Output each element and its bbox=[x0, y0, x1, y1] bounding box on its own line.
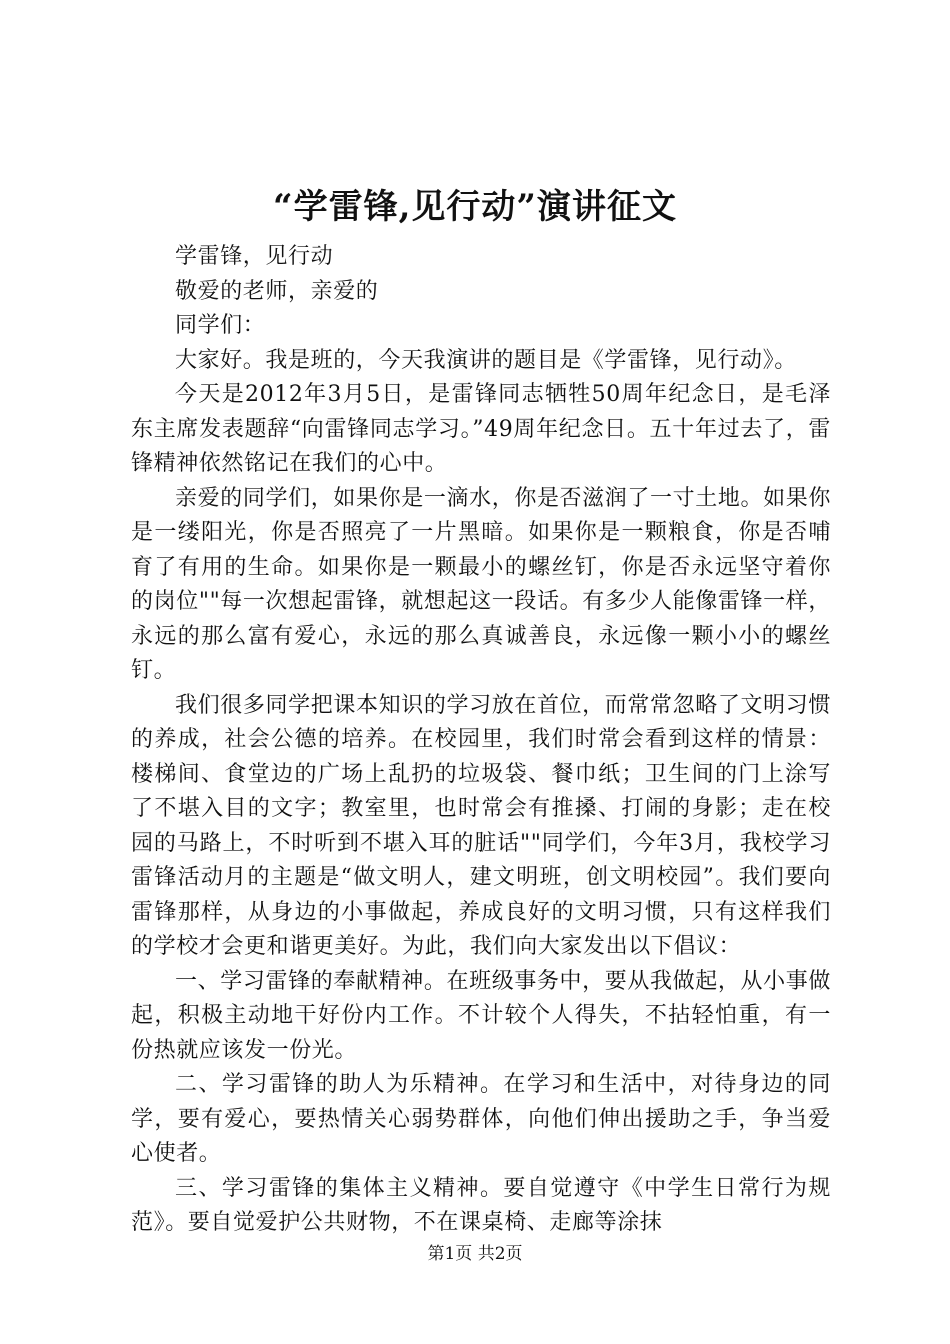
paragraph-subtitle: 学雷锋，见行动 bbox=[175, 244, 334, 269]
paragraph-campus: 我们很多同学把课本知识的学习放在首位，而常常忽略了文明习惯的养成，社会公德的培养。在校园里，我们时常会看到这样的情景：楼梯间、食堂边的广场上乱扔的垃圾袋、餐巾纸；卫生间的门上涂写了不堪入目的文字；教室里，也时常会有推搡、打闹的身影；走在校园的马路上，不时听到不堪入耳的脏话""同学们，今年3月，我校学习雷锋活动月的主题是“做文明人，建文明班，创文明校园”。我们要向雷锋那样，从身边的小事做起，养成良好的文明习惯，只有这样我们的学校才会更和谐更美好。为此，我们向大家发出以下倡议： bbox=[131, 692, 831, 959]
paragraph-intro: 大家好。我是班的，今天我演讲的题目是《学雷锋，见行动》。 bbox=[175, 347, 797, 373]
paragraph-proposal-2: 二、学习雷锋的助人为乐精神。在学习和生活中，对待身边的同学，要有爱心，要热情关心弱势群体，向他们伸出援助之手，争当爱心使者。 bbox=[131, 1072, 831, 1166]
paragraph-reflection: 亲爱的同学们，如果你是一滴水，你是否滋润了一寸土地。如果你是一缕阳光，你是否照亮了一片黑暗。如果你是一颗粮食，你是否哺育了有用的生命。如果你是一颗最小的螺丝钉，你是否永远坚守着你的岗位""每一次想起雷锋，就想起这一段话。有多少人能像雷锋一样，永远的那么富有爱心，永远的那么真诚善良，永远像一颗小小的螺丝钉。 bbox=[131, 485, 831, 683]
paragraph-anniversary: 今天是2012年3月5日，是雷锋同志牺牲50周年纪念日，是毛泽东主席发表题辞“向雷锋同志学习。”49周年纪念日。五十年过去了，雷锋精神依然铭记在我们的心中。 bbox=[131, 382, 831, 476]
paragraph-proposal-3: 三、学习雷锋的集体主义精神。要自觉遵守《中学生日常行为规范》。要自觉爱护公共财物，不在课桌椅、走廊等涂抹 bbox=[131, 1175, 831, 1235]
paragraph-greeting: 敬爱的老师，亲爱的 bbox=[175, 278, 379, 304]
paragraph-greeting-students: 同学们： bbox=[175, 313, 266, 338]
document-body bbox=[131, 240, 831, 1241]
page-number-footer: 第1页 共2页 bbox=[427, 1244, 523, 1264]
paragraph-proposal-1: 一、学习雷锋的奉献精神。在班级事务中，要从我做起，从小事做起，积极主动地干好份内工作。不计较个人得失，不拈轻怕重，有一份热就应该发一份光。 bbox=[131, 968, 831, 1063]
document-title: “学雷锋,见行动”演讲征文 bbox=[273, 187, 677, 227]
